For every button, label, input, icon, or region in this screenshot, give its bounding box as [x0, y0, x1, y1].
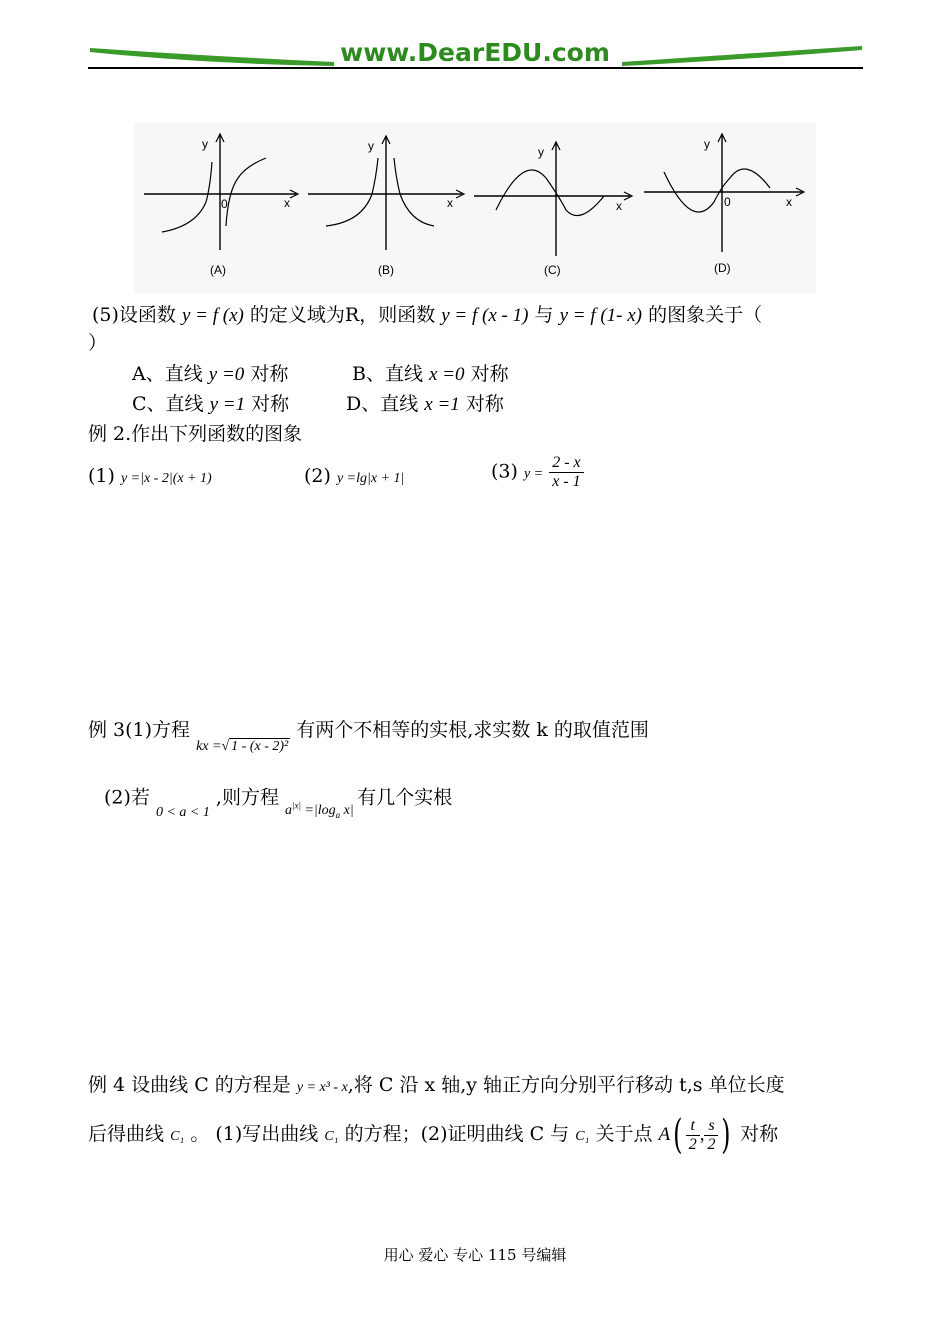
- header-rule: [88, 67, 863, 69]
- ex2-p3-numerator: 2 - x: [549, 454, 583, 473]
- q5-line: [92, 303, 762, 328]
- left-paren-icon: (: [673, 1112, 683, 1158]
- ex3-p1-suffix: 有两个不相等的实根,求实数 k 的取值范围: [296, 719, 649, 741]
- ex2-p3-lhs: y =: [523, 466, 544, 482]
- graph-b-y-label: y: [368, 139, 374, 153]
- ex2-p3-denominator: x - 1: [552, 473, 581, 490]
- graph-d: [644, 134, 804, 275]
- ex4-t-den: 2: [688, 1135, 697, 1153]
- ex4-line2-c: 的方程；(2)证明曲线 C 与: [344, 1123, 570, 1145]
- graph-b-x-label: x: [447, 196, 453, 210]
- right-paren-icon: ): [721, 1112, 731, 1158]
- ex3-p2-a: a: [285, 802, 293, 818]
- graph-d-label: (D): [714, 261, 731, 275]
- ex3-p2-sup: |x|: [292, 800, 301, 810]
- option-a-expr: y =0: [208, 364, 245, 385]
- option-c-expr: y =1: [209, 394, 246, 415]
- ex4-s-den: 2: [707, 1135, 716, 1153]
- footer-text: 用心 爱心 专心 115 号编辑: [383, 1246, 567, 1264]
- ex2-p3-fraction: [549, 454, 583, 491]
- q5-close: ）: [88, 332, 108, 354]
- option-a-label: A、直线: [132, 363, 203, 385]
- q5-mid2: 与: [534, 304, 554, 326]
- option-b-expr: x =0: [429, 364, 465, 385]
- sqrt-icon: √: [221, 739, 230, 754]
- q5-f2: y = f (1- x): [559, 305, 643, 326]
- option-c-tail: 对称: [251, 393, 290, 415]
- ex4-line1: [88, 1073, 785, 1100]
- q5-suffix: 的图象关于（: [648, 304, 763, 326]
- ex4-prefix: 例 4 设曲线 C 的方程是: [88, 1074, 291, 1096]
- ex2-p2-expr: y =lg|x + 1|: [336, 471, 405, 486]
- q5-option-a: [132, 362, 288, 387]
- ex3-p1-prefix: 例 3(1)方程: [88, 719, 191, 741]
- ex3-p2-rhs: =|log: [304, 802, 336, 818]
- ex4-line2-e: 对称: [740, 1123, 779, 1145]
- option-d-expr: x =1: [424, 394, 460, 415]
- graph-a-x-label: x: [284, 196, 290, 210]
- graph-a-origin: 0: [221, 197, 228, 211]
- ex4-line2-d: 关于点: [595, 1123, 653, 1145]
- ex4-line2-a: 后得曲线: [88, 1123, 165, 1145]
- ex3-p2-expr: [285, 800, 357, 820]
- graph-c: [474, 142, 632, 277]
- graph-b: [308, 136, 464, 277]
- ex4-expr: y = x³ - x: [296, 1080, 348, 1095]
- ex3-p2-mid: ,则方程: [215, 786, 279, 809]
- q5-option-c: [132, 392, 289, 417]
- option-a-tail: 对称: [250, 363, 289, 385]
- ex4-suffix: ,将 C 沿 x 轴,y 轴正方向分别平行移动 t,s 单位长度: [347, 1074, 785, 1096]
- ex4-t: t: [686, 1117, 700, 1136]
- ex3-p2-suffix: 有几个实根: [357, 786, 453, 809]
- ex3-p1-lhs: kx =: [196, 739, 222, 754]
- q5-option-b: [352, 362, 509, 387]
- option-c-label: C、直线: [132, 393, 204, 415]
- ex3-p1-sqrt: 1 - (x - 2)²: [231, 739, 289, 754]
- ex2-p3-num: (3): [491, 460, 518, 483]
- graph-a-y-label: y: [202, 137, 208, 151]
- q5-option-d: [346, 392, 504, 417]
- q5-fx: y = f (x): [181, 305, 244, 326]
- ex2-p1-num: (1): [88, 465, 115, 487]
- ex4-point: A: [658, 1124, 671, 1145]
- ex4-c1-c: C₁: [575, 1129, 590, 1144]
- ex4-s: s: [704, 1117, 718, 1136]
- ex2-p3: [491, 454, 584, 491]
- ex3-p1: [88, 718, 649, 754]
- graph-d-origin: 0: [724, 195, 731, 209]
- q5-f1: y = f (x - 1): [441, 305, 529, 326]
- graph-c-y-label: y: [538, 145, 544, 159]
- ex2-p1: [88, 464, 212, 491]
- graph-a: [144, 134, 298, 277]
- ex3-p2-cond: 0 < a < 1: [155, 804, 210, 820]
- ex4-line2: 后得曲线 C₁ 。 (1)写出曲线 C₁ 的方程；(2)证明曲线 C 与 C₁ 关于点 A( $\frac{t}{2}$ , $\frac{s}{2}$ ) 对称: [88, 1112, 779, 1158]
- ex2-p2: [304, 464, 404, 491]
- graph-b-label: (B): [378, 263, 394, 277]
- ex4-c1-a: C₁: [170, 1129, 185, 1144]
- ex2-title: 例 2.作出下列函数的图象: [88, 423, 303, 445]
- graph-panel: [134, 122, 816, 294]
- ex3-p2: [104, 783, 453, 820]
- graph-c-label: (C): [544, 263, 561, 277]
- ex3-p2-end: x|: [343, 802, 354, 818]
- ex3-p2-prefix: (2)若: [104, 786, 150, 809]
- ex2-p1-expr: y =|x - 2|(x + 1): [120, 471, 212, 486]
- graph-svg: [134, 122, 816, 294]
- brand-title: www.DearEDU.com: [340, 38, 610, 67]
- option-d-label: D、直线: [346, 393, 419, 415]
- graph-a-label: (A): [210, 263, 226, 277]
- ex4-frac-t: [686, 1117, 700, 1154]
- option-b-tail: 对称: [470, 363, 509, 385]
- option-d-tail: 对称: [465, 393, 504, 415]
- ex2-p2-num: (2): [304, 465, 331, 487]
- ex3-p2-sub: a: [335, 809, 341, 820]
- ex4-c1-b: C₁: [324, 1129, 339, 1144]
- q5-mid1: 的定义域为R，则函数: [249, 304, 436, 326]
- ex4-frac-s: [704, 1117, 718, 1154]
- option-b-label: B、直线: [352, 363, 423, 385]
- graph-d-y-label: y: [704, 137, 710, 151]
- graph-d-x-label: x: [786, 195, 792, 209]
- graph-c-x-label: x: [616, 199, 622, 213]
- ex4-line2-b: 。 (1)写出曲线: [190, 1123, 319, 1145]
- q5-prefix: (5)设函数: [92, 304, 176, 326]
- header-swoosh-right: [620, 40, 865, 68]
